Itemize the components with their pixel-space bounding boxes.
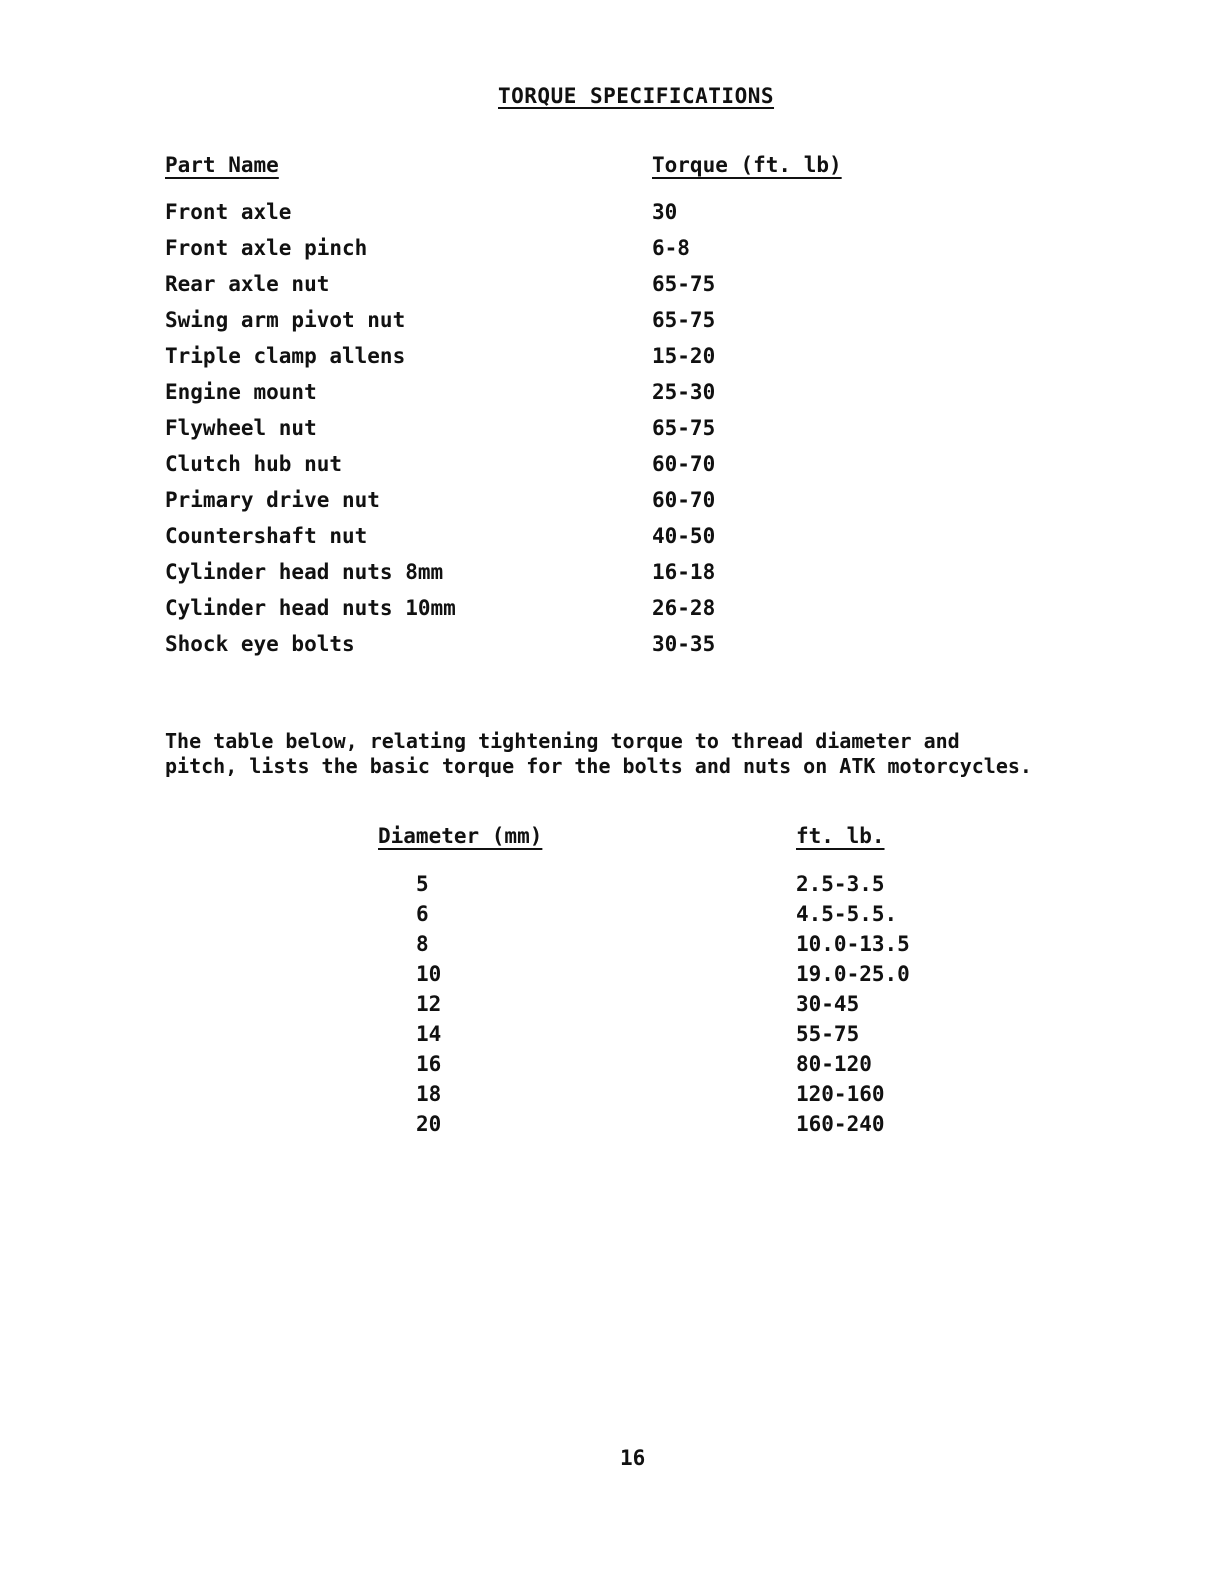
table-row (0, 1022, 1212, 1052)
header-torque: Torque (ft. lb) (652, 153, 842, 177)
ftlb-value: 80-120 (796, 1052, 872, 1076)
header-diameter: Diameter (mm) (378, 824, 543, 848)
table-row (165, 344, 865, 380)
table-row (165, 524, 865, 560)
part-name: Cylinder head nuts 10mm (165, 596, 456, 620)
intro-paragraph: The table below, relating tightening torque to thread diameter and pitch, lists the basic torque for the bolts and nuts on ATK motorcycles. (165, 729, 1032, 778)
table-row (0, 1052, 1212, 1082)
part-name: Front axle (165, 200, 292, 224)
page-title: TORQUE SPECIFICATIONS (498, 84, 775, 108)
part-name: Flywheel nut (165, 416, 317, 440)
diameter-value: 6 (416, 902, 429, 926)
ftlb-value: 160-240 (796, 1112, 885, 1136)
ftlb-value: 19.0-25.0 (796, 962, 910, 986)
part-torque: 15-20 (652, 344, 716, 368)
table-row (165, 380, 865, 416)
table-row (0, 1112, 1212, 1142)
part-torque: 30-35 (652, 632, 716, 656)
part-torque: 40-50 (652, 524, 716, 548)
part-name: Triple clamp allens (165, 344, 406, 368)
part-name: Countershaft nut (165, 524, 368, 548)
diameter-value: 20 (416, 1112, 442, 1136)
table-row (0, 962, 1212, 992)
diameter-value: 5 (416, 872, 429, 896)
table-row (0, 902, 1212, 932)
part-torque: 65-75 (652, 416, 716, 440)
table-row (165, 308, 865, 344)
header-ftlb: ft. lb. (796, 824, 885, 848)
table-row (165, 200, 865, 236)
part-torque: 26-28 (652, 596, 716, 620)
part-torque: 65-75 (652, 308, 716, 332)
table-row (0, 872, 1212, 902)
part-torque: 60-70 (652, 452, 716, 476)
diameter-value: 12 (416, 992, 442, 1016)
table-row (165, 632, 865, 668)
part-name: Clutch hub nut (165, 452, 343, 476)
part-name: Swing arm pivot nut (165, 308, 406, 332)
ftlb-value: 2.5-3.5 (796, 872, 885, 896)
part-name: Cylinder head nuts 8mm (165, 560, 444, 584)
diameter-value: 18 (416, 1082, 442, 1106)
part-name: Primary drive nut (165, 488, 380, 512)
ftlb-value: 4.5-5.5. (796, 902, 898, 926)
table-row (165, 272, 865, 308)
part-torque: 30 (652, 200, 678, 224)
table-row (0, 932, 1212, 962)
part-torque: 6-8 (652, 236, 690, 260)
table-row (0, 1082, 1212, 1112)
page-number: 16 (620, 1446, 646, 1470)
diameter-value: 16 (416, 1052, 442, 1076)
table-row (165, 452, 865, 488)
diameter-table (0, 872, 1212, 1142)
part-name: Rear axle nut (165, 272, 330, 296)
diameter-value: 8 (416, 932, 429, 956)
part-name: Shock eye bolts (165, 632, 355, 656)
table-row (0, 992, 1212, 1022)
table-row (165, 236, 865, 272)
part-torque: 60-70 (652, 488, 716, 512)
part-name: Engine mount (165, 380, 317, 404)
parts-table (165, 200, 865, 668)
ftlb-value: 30-45 (796, 992, 860, 1016)
part-torque: 16-18 (652, 560, 716, 584)
diameter-value: 14 (416, 1022, 442, 1046)
table-row (165, 488, 865, 524)
ftlb-value: 120-160 (796, 1082, 885, 1106)
ftlb-value: 10.0-13.5 (796, 932, 910, 956)
table-row (165, 596, 865, 632)
table-row (165, 560, 865, 596)
part-torque: 25-30 (652, 380, 716, 404)
part-torque: 65-75 (652, 272, 716, 296)
diameter-value: 10 (416, 962, 442, 986)
part-name: Front axle pinch (165, 236, 368, 260)
header-part-name: Part Name (165, 153, 279, 177)
table-row (165, 416, 865, 452)
ftlb-value: 55-75 (796, 1022, 860, 1046)
